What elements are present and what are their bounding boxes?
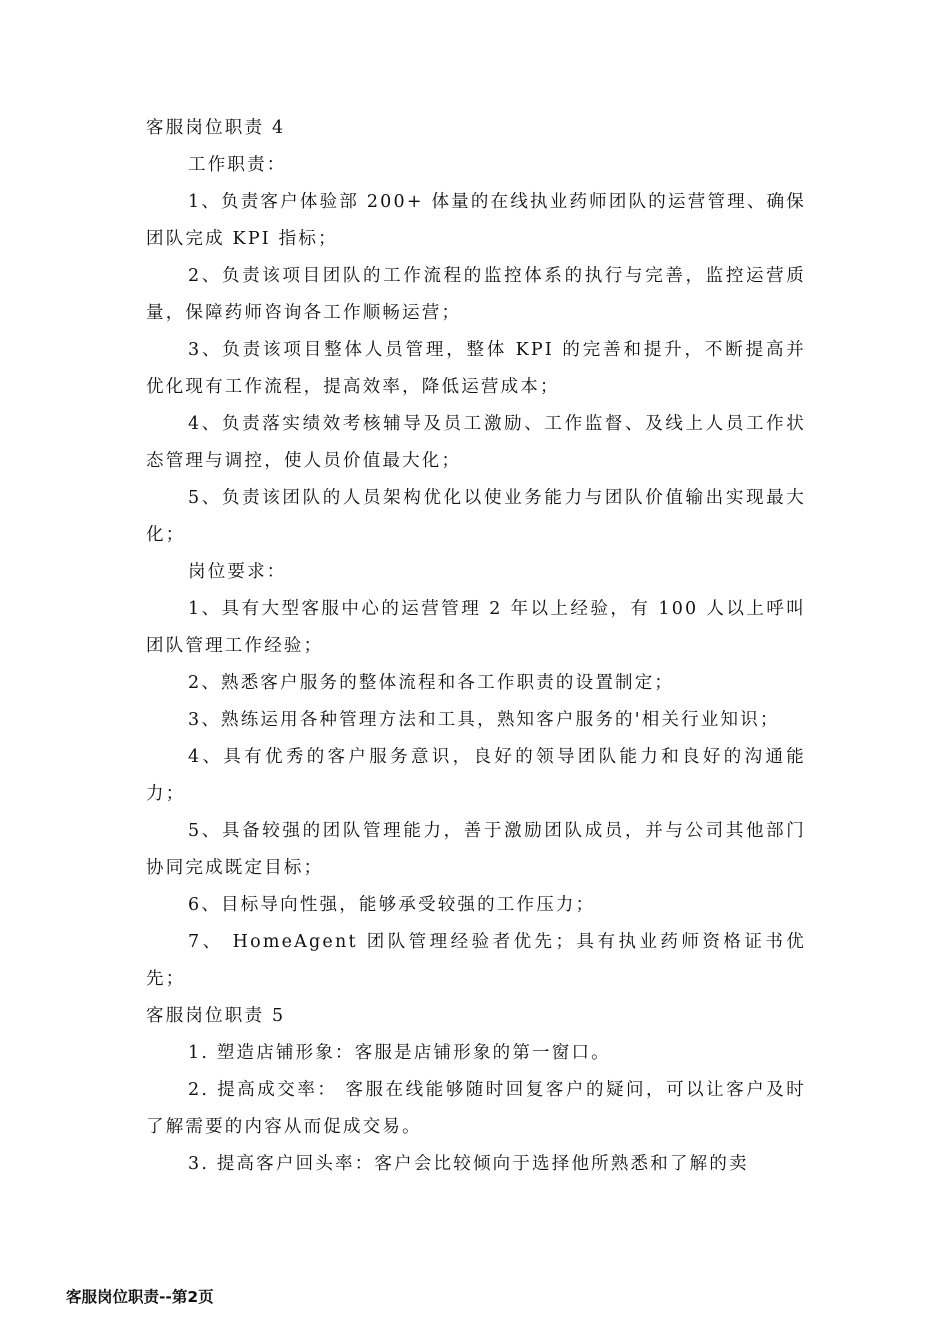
section5-item: 2. 提高成交率： 客服在线能够随时回复客户的疑问，可以让客户及时了解需要的内容从而促成交易。 — [146, 1080, 806, 1137]
requirement-item: 7、 HomeAgent 团队管理经验者优先；具有执业药师资格证书优先； — [146, 932, 806, 989]
duties-heading: 工作职责： — [188, 155, 287, 175]
requirement-item: 6、目标导向性强，能够承受较强的工作压力； — [188, 895, 596, 915]
requirement-item: 2、熟悉客户服务的整体流程和各工作职责的设置制定； — [188, 673, 675, 693]
document-body — [146, 110, 806, 1183]
duty-item: 4、负责落实绩效考核辅导及员工激励、工作监督、及线上人员工作状态管理与调控，使人员价值最大化； — [146, 414, 806, 471]
section-title: 客服岗位职责 5 — [146, 1006, 286, 1026]
requirement-item: 3、熟练运用各种管理方法和工具，熟知客户服务的'相关行业知识； — [188, 710, 780, 730]
duty-item: 2、负责该项目团队的工作流程的监控体系的执行与完善，监控运营质量，保障药师咨询各工作顺畅运营； — [146, 266, 806, 323]
page-footer: 客服岗位职责--第2页 — [66, 1288, 214, 1306]
requirement-item: 5、具备较强的团队管理能力，善于激励团队成员，并与公司其他部门协同完成既定目标； — [146, 821, 806, 878]
requirements-heading: 岗位要求： — [188, 562, 287, 582]
requirement-item: 1、具有大型客服中心的运营管理 2 年以上经验，有 100 人以上呼叫团队管理工作经验； — [146, 599, 806, 656]
duty-item: 3、负责该项目整体人员管理，整体 KPI 的完善和提升，不断提高并优化现有工作流程，提高效率，降低运营成本； — [146, 340, 806, 397]
duty-item: 5、负责该团队的人员架构优化以使业务能力与团队价值输出实现最大化； — [146, 488, 806, 545]
requirement-item: 4、具有优秀的客户服务意识，良好的领导团队能力和良好的沟通能力； — [146, 747, 806, 804]
section5-item: 3. 提高客户回头率：客户会比较倾向于选择他所熟悉和了解的卖 — [188, 1154, 749, 1174]
section5-item: 1. 塑造店铺形象：客服是店铺形象的第一窗口。 — [188, 1043, 611, 1063]
duty-item: 1、负责客户体验部 200+ 体量的在线执业药师团队的运营管理、确保团队完成 KPI 指标； — [146, 192, 806, 249]
section-title: 客服岗位职责 4 — [146, 118, 286, 138]
